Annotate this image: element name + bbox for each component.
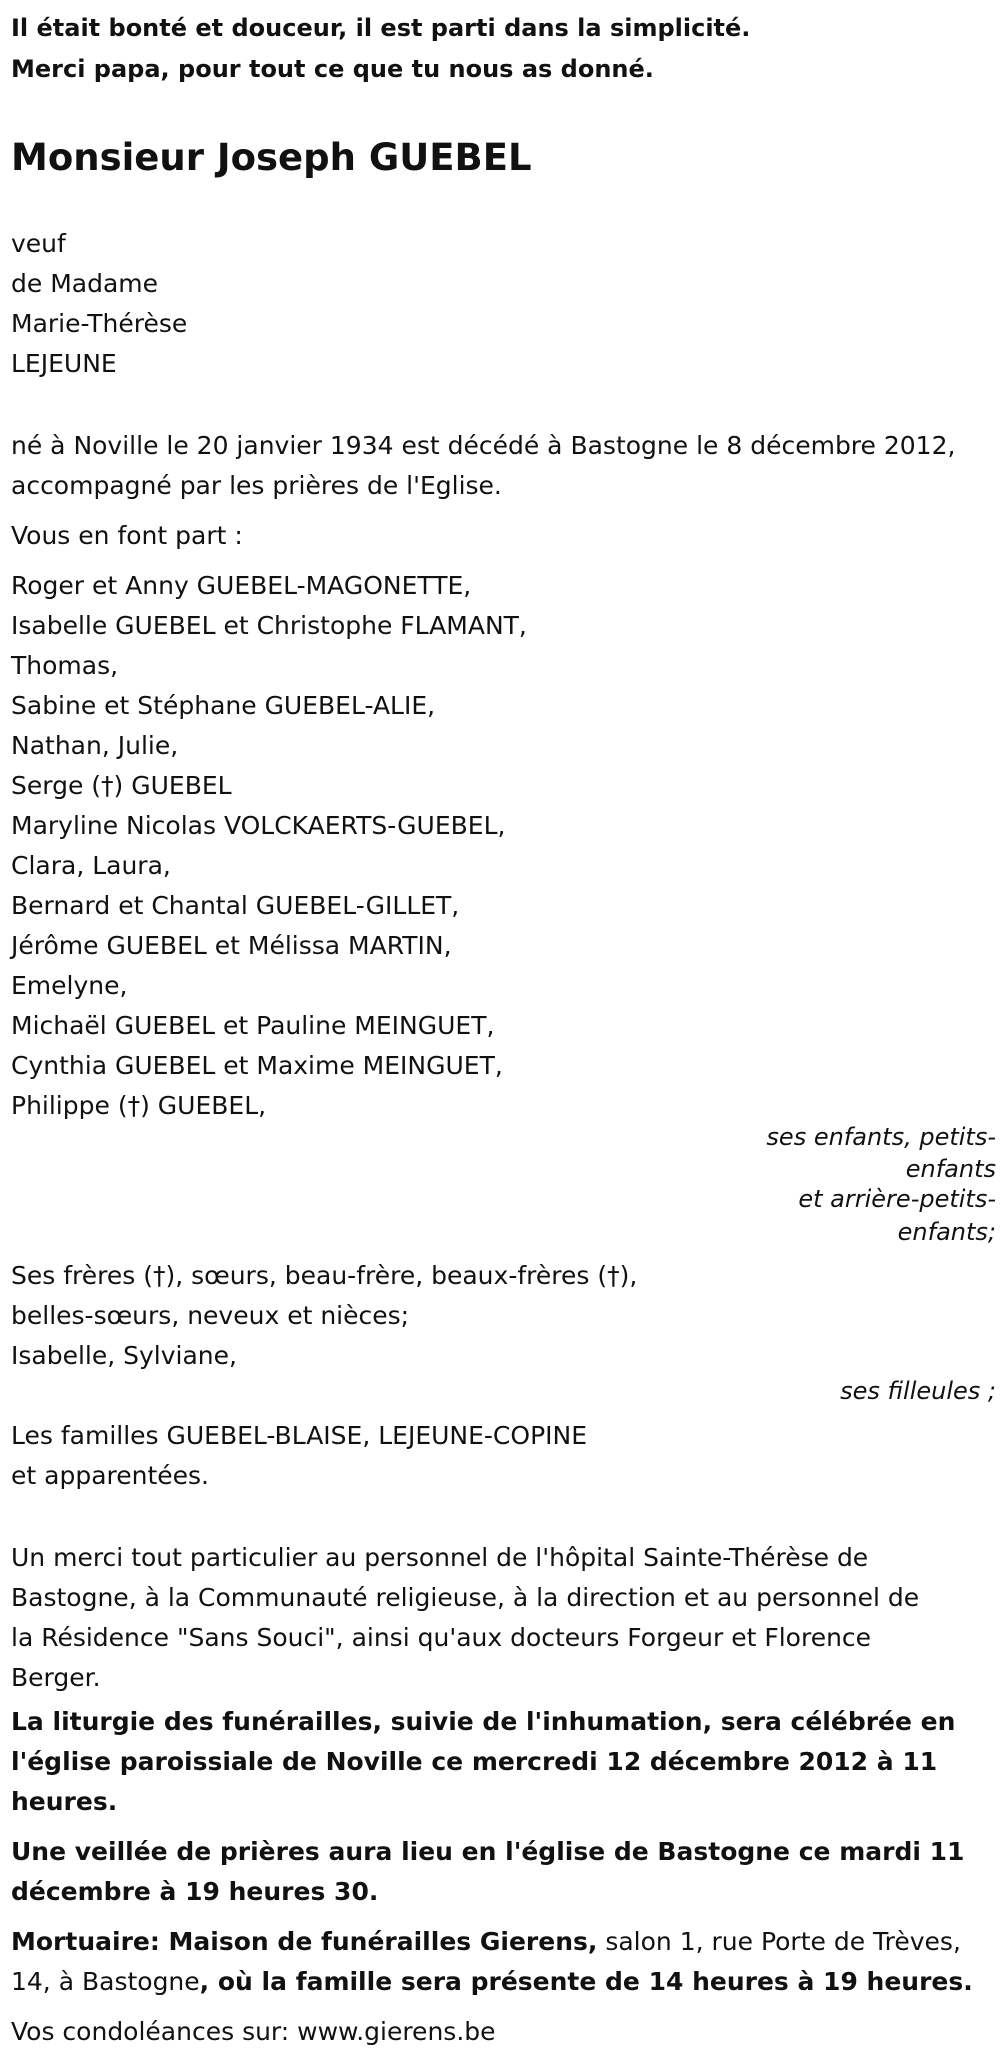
birth-death-block bbox=[11, 426, 996, 506]
intro-line-2: Merci papa, pour tout ce que tu nous as donné. bbox=[11, 55, 654, 83]
vigil-line-1: Une veillée de prières aura lieu en l'église de Bastogne ce mardi 11 bbox=[11, 1837, 965, 1866]
siblings-line-1: Ses frères (†), sœurs, beau-frère, beaux-frères (†), bbox=[11, 1261, 638, 1290]
obituary-document bbox=[11, 8, 996, 2052]
family-role-block bbox=[11, 1120, 996, 1250]
birth-death-line-1: né à Noville le 20 janvier 1934 est décédé à Bastogne le 8 décembre 2012, bbox=[11, 431, 956, 460]
family-list bbox=[11, 566, 996, 1126]
thanks-line-2: Bastogne, à la Communauté religieuse, à la direction et au personnel de bbox=[11, 1583, 920, 1612]
deceased-name: Monsieur Joseph GUEBEL bbox=[11, 136, 532, 179]
family-member: Emelyne, bbox=[11, 971, 128, 1000]
siblings-line-3: Isabelle, Sylviane, bbox=[11, 1341, 237, 1370]
mortuary-label: Mortuaire: Maison de funérailles Gierens, bbox=[11, 1927, 598, 1956]
siblings-block bbox=[11, 1256, 996, 1376]
announce-line: Vous en font part : bbox=[11, 521, 243, 550]
family-member: Maryline Nicolas VOLCKAERTS-GUEBEL, bbox=[11, 811, 506, 840]
family-role-line-2: enfants bbox=[905, 1155, 996, 1183]
widow-line: LEJEUNE bbox=[11, 349, 117, 378]
families-line-1: Les familles GUEBEL-BLAISE, LEJEUNE-COPINE bbox=[11, 1421, 588, 1450]
thanks-line-3: la Résidence "Sans Souci", ainsi qu'aux docteurs Forgeur et Florence bbox=[11, 1623, 872, 1652]
mortuary-address-1: salon 1, rue Porte de Trèves, bbox=[597, 1927, 961, 1956]
vigil-line-2: décembre à 19 heures 30. bbox=[11, 1877, 379, 1906]
family-role-line-1: ses enfants, petits- bbox=[766, 1123, 996, 1151]
family-member: Clara, Laura, bbox=[11, 851, 171, 880]
family-member: Isabelle GUEBEL et Christophe FLAMANT, bbox=[11, 611, 527, 640]
thanks-block bbox=[11, 1538, 996, 1698]
filleules-role: ses filleules ; bbox=[840, 1377, 996, 1405]
mortuary-address-2: 14, à Bastogne bbox=[11, 1967, 200, 1996]
siblings-line-2: belles-sœurs, neveux et nièces; bbox=[11, 1301, 410, 1330]
funeral-line-2: l'église paroissiale de Noville ce mercredi 12 décembre 2012 à 11 bbox=[11, 1747, 938, 1776]
family-member: Roger et Anny GUEBEL-MAGONETTE, bbox=[11, 571, 472, 600]
funeral-line-3: heures. bbox=[11, 1787, 118, 1816]
birth-death-line-2: accompagné par les prières de l'Eglise. bbox=[11, 471, 502, 500]
condolences-line: Vos condoléances sur: www.gierens.be bbox=[11, 2017, 496, 2046]
family-member: Jérôme GUEBEL et Mélissa MARTIN, bbox=[11, 931, 452, 960]
family-member: Sabine et Stéphane GUEBEL-ALIE, bbox=[11, 691, 436, 720]
family-member: Nathan, Julie, bbox=[11, 731, 179, 760]
vigil-block bbox=[11, 1832, 996, 1912]
widow-line: Marie-Thérèse bbox=[11, 309, 188, 338]
families-line-2: et apparentées. bbox=[11, 1461, 209, 1490]
family-member: Michaël GUEBEL et Pauline MEINGUET, bbox=[11, 1011, 495, 1040]
family-member: Serge (†) GUEBEL bbox=[11, 771, 232, 800]
family-member: Philippe (†) GUEBEL, bbox=[11, 1091, 267, 1120]
family-member: Thomas, bbox=[11, 651, 119, 680]
family-role-line-3: et arrière-petits- bbox=[798, 1185, 996, 1213]
widow-line: veuf bbox=[11, 229, 66, 258]
thanks-line-1: Un merci tout particulier au personnel de l'hôpital Sainte-Thérèse de bbox=[11, 1543, 869, 1572]
family-role-line-4: enfants; bbox=[897, 1218, 996, 1246]
mortuary-presence: , où la famille sera présente de 14 heures à 19 heures. bbox=[199, 1967, 973, 1996]
family-member: Bernard et Chantal GUEBEL-GILLET, bbox=[11, 891, 460, 920]
funeral-line-1: La liturgie des funérailles, suivie de l'inhumation, sera célébrée en bbox=[11, 1707, 956, 1736]
widow-line: de Madame bbox=[11, 269, 159, 298]
family-member: Cynthia GUEBEL et Maxime MEINGUET, bbox=[11, 1051, 503, 1080]
thanks-line-4: Berger. bbox=[11, 1663, 101, 1692]
funeral-block bbox=[11, 1702, 996, 1822]
mortuary-block bbox=[11, 1922, 996, 2002]
widow-of-block bbox=[11, 224, 996, 384]
families-block bbox=[11, 1416, 996, 1496]
intro-line-1: Il était bonté et douceur, il est parti dans la simplicité. bbox=[11, 14, 751, 42]
